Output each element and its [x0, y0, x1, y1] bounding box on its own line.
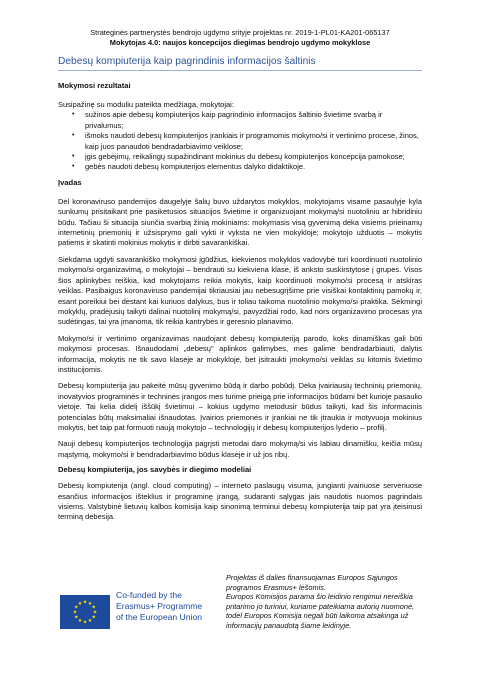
cloud-computing-heading: Debesų kompiuterija, jos savybės ir diegimo modeliai [58, 465, 252, 475]
learning-outcomes-intro: Susipažinę su moduliu pateikta medžiaga, mokytojai: [58, 100, 234, 109]
svg-text:★: ★ [72, 609, 78, 616]
svg-text:★: ★ [91, 614, 96, 621]
svg-text:★: ★ [82, 599, 88, 606]
list-item: • sužinos apie debesų kompiuterijos kaip pagrindinio informacijos šaltinio švietime svarbą ir privalumus; [85, 110, 422, 131]
svg-text:★: ★ [77, 618, 83, 625]
svg-text:★: ★ [74, 604, 79, 611]
document-title: Debesų kompiuterija kaip pagrindinis informacijos šaltinis [58, 56, 316, 67]
svg-text:★: ★ [77, 600, 83, 607]
paragraph: Dėl koronaviruso pandemijos daugelyje šalių buvo uždarytos mokyklos, mokytojams visame pasaulyje kyla sunkumų prisitaikant prie pasiketusios situacijos švietime ir organizuojant mokymą/si nuotoliniu ar hibridiniu būdu. Tačiau ši situacija siunčia svarbią žinią mokiniams: mokymasis visą gyvenimą dėka visiems prieinamų internetinių priemonių ir užsisprymo gali vykti ir vyksta ne vien mokykloje; mokytojo užduotis – mokytis patiems ir skatinti mokinius mokytis ir dirbti savarankiškai. [58, 196, 422, 248]
learning-outcomes-heading: Mokymosi rezultatai [58, 81, 131, 90]
svg-text:★: ★ [82, 619, 88, 626]
title-divider [58, 70, 422, 71]
learning-outcomes-list [58, 110, 422, 172]
funding-disclaimer [226, 573, 422, 631]
paragraph: Debesų kompiuterija (angl. cloud computing) – interneto paslaugų visuma, jungianti įvairiuose serveriuose esančius informacijos išteklius ir programinę įrangą, sudaranti sąlygas jais naudotis nuomos pagrindais visiems. Valstybinė lietuvių kalbos komisija kaip sinonimą terminui debesų kompiuterija taip pat yra įteisinusi terminą debesija. [58, 481, 422, 522]
document-body [58, 81, 422, 523]
funding-note: Projektas iš dalies finansuojamas Europos Sąjungos programos Erasmus+ lėšomis. [226, 573, 398, 592]
svg-text:★: ★ [87, 618, 93, 625]
paragraph: Siekdama ugdyti savarankiško mokymosi įgūdžius, kiekvienos mokyklos vadovybė turi koordinuoti nuotolinio mokymo/si organizavimą, o mokytojai – bendrauti su kiekviena klase, iš anksto suskirstytose į grupes. Visos šios aplinkybės reiškia, kad mokytojams reikia mokytis, kaip koordinuoti mokymo/si procesą ir atskiras veiklas. Pasibaigus koronaviruso pandemijai tikriausiai jau nebesugrįšime prie visiškai kontaktinių pamokų ir, esant poreikiui bei dėstant kai kuriuos dalykus, bus ir toliau taikoma nuotolinio mokymo/si praktika. Sėkmingi mokyklų, pradėjusių taikyti dalinai nuotolinį mokymą/si, pavyzdžiai rodo, kad nors organizavimo procesas yra sudėtingas, tai yra įmanoma, tik reikia kantrybės ir geresnio planavimo. [58, 254, 422, 327]
svg-text:★: ★ [92, 609, 98, 616]
introduction-heading: Įvadas [58, 177, 82, 187]
svg-text:★: ★ [91, 604, 96, 611]
svg-text:★: ★ [87, 600, 93, 607]
list-item: • gebės naudoti debesų kompiuterijos elementus dalyko didaktikoje. [85, 162, 422, 172]
project-header-subtitle: Mokytojas 4.0: naujos koncepcijos diegimas bendrojo ugdymo mokyklose [109, 38, 371, 47]
list-item: • išmoks naudoti debesų kompiuterijos įrankiais ir programomis mokymo/si ir vertinimo procese, žinos, kaip juos panaudoti bendradarbiavimo veiklose; [85, 131, 422, 152]
disclaimer-note: Europos Komisijos parama šio leidinio rengimui nereiškia pritarimo jo turiniui, kuriame pateikiama autorių nuomonė, todėl Europos Komisija negali būti laikoma atsakinga už informacijų panaudotą šiame leidinyje. [226, 592, 415, 630]
paragraph: Nauji debesų kompiuterijos technologija pagrįsti metodai daro mokymą/si vis labiau dinamišku, keičia mūsų mąstymą, mokymo/si ir bendradarbiavimo būdus klasėje ir už jos ribų. [58, 439, 422, 459]
project-header-line: Strateginės partnerystės bendrojo ugdymo srityje projektas nr. 2019-1-PL01-KA201-065137 [90, 28, 390, 37]
eu-cofunded-text: Co-funded by the Erasmus+ Programme of the European Union [116, 590, 203, 622]
list-item: • įgis gebėjimų, reikalingų supažindinant mokinius du debesų kompiuterijos koncepcija pamokose; [85, 152, 422, 162]
page-footer [0, 571, 480, 679]
paragraph: Mokymo/si ir vertinimo organizavimas naudojant debesų kompiuteriją parodo, koks dinamiškas gali būti mokymosi procesas. Išnaudodami „debesų" aplinkos galimybes, mes galime bendradarbiauti, dalytis informacija, mokytis ne tik savo klasėje ar mokykloje, bet įsitraukti įmokymo/si veiklas su kitomis švietimo institucijomis. [58, 333, 422, 374]
eu-flag-icon [60, 595, 110, 629]
paragraph: Debesų kompiuterija jau pakeitė mūsų gyvenimo būdą ir darbo pobūdį. Dėka įvairiausių techninių priemonių, inovatyvios programinės ir techninės įrangos mes turime prieigą prie informacijos būdami bet kurioje pasaulio vietoje. Tai kelia didelį iššūkį švietimui – kokius ugdymo metodusir būdus taikyti, kad šis informacinis potencialas būtų maksimaliai išnaudotas. Įvairios priemonės ir įrankiai ne tik įtraukia ir motyvuoja mokinius mokytis, bet taip pat formuoti naują mokytojo – technologijų ir debesų kompiuterijos lyderio – profilį. [58, 381, 422, 432]
svg-text:★: ★ [74, 614, 79, 621]
